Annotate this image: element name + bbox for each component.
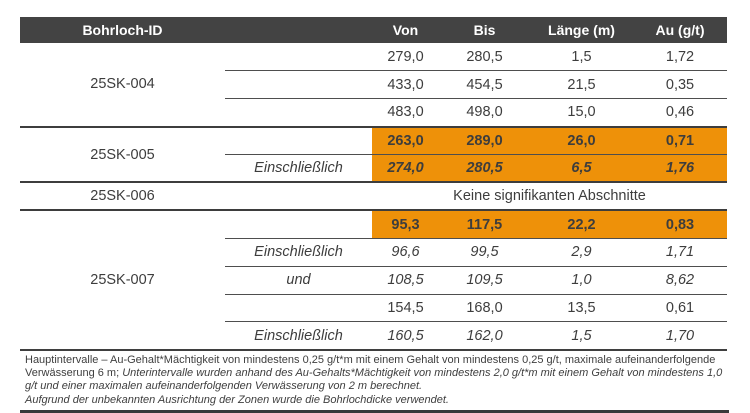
col-header-bis: Bis [439, 17, 530, 43]
bis-cell: 289,0 [439, 127, 530, 155]
von-cell: 433,0 [372, 71, 439, 99]
laenge-cell: 1,0 [530, 266, 633, 294]
au-cell: 0,35 [633, 71, 727, 99]
laenge-cell: 1,5 [571, 48, 592, 65]
bis-cell: 498,0 [439, 99, 530, 127]
footnote [20, 354, 732, 407]
table-row [20, 43, 727, 71]
qualifier-cell: und [225, 266, 372, 294]
table-row [20, 210, 727, 238]
drillhole-id-cell: 25SK-006 [20, 182, 225, 210]
au-cell: 1,71 [633, 238, 727, 266]
table-row [20, 127, 727, 155]
header-row [20, 17, 727, 43]
au-cell: 0,46 [633, 99, 727, 127]
col-header-qualifier [225, 17, 372, 43]
footnote-regular-text: Hauptintervalle – Au-Gehalt*Mächtigkeit von mindestens 0,25 g/t*m mit einem Gehalt von mindestens 0,25 g/t, maximale aufeinanderfolgende Verwässerung 6 m; [25, 353, 716, 380]
au-cell: 1,70 [633, 322, 727, 350]
von-cell: 274,0 [372, 155, 439, 183]
drill-results-table [20, 17, 727, 351]
laenge-cell: 13,5 [530, 294, 633, 322]
von-cell: 154,5 [372, 294, 439, 322]
bis-cell: 454,5 [439, 71, 530, 99]
qualifier-cell [225, 294, 372, 322]
au-cell: 0,83 [633, 210, 727, 238]
table-row [20, 182, 727, 210]
footnote-italic-text: Unterintervalle wurden anhand des Au-Gehalts*Mächtigkeit von mindestens 2,0 g/t*m mit einem Gehalt von mindestens 1,0 g/t und einer maximalen aufeinanderfolgenden Verwässerung von 2 m berechnet. [25, 367, 723, 393]
no-intervals-note-cell: Keine signifikanten Abschnitte [372, 182, 727, 210]
col-header-au: Au (g/t) [633, 17, 727, 43]
laenge-cell: 6,5 [530, 155, 633, 183]
laenge-cell: 15,0 [530, 99, 633, 127]
bis-cell: 280,5 [466, 48, 503, 65]
qualifier-cell [225, 182, 372, 210]
bis-cell: 280,5 [439, 155, 530, 183]
col-header-laenge: Länge (m) [530, 17, 633, 43]
qualifier-cell: Einschließlich [225, 155, 372, 183]
qualifier-cell [225, 43, 372, 71]
von-cell: 96,6 [372, 238, 439, 266]
qualifier-cell: Einschließlich [225, 238, 372, 266]
bis-cell: 117,5 [439, 210, 530, 238]
von-cell: 160,5 [372, 322, 439, 350]
drillhole-id-cell: 25SK-004 [90, 76, 155, 93]
au-cell: 0,71 [633, 127, 727, 155]
bis-cell: 168,0 [439, 294, 530, 322]
laenge-cell: 21,5 [530, 71, 633, 99]
von-cell: 95,3 [372, 210, 439, 238]
von-cell: 279,0 [387, 48, 424, 65]
au-cell: 8,62 [633, 266, 727, 294]
bis-cell: 109,5 [439, 266, 530, 294]
col-header-bohrloch-id: Bohrloch-ID [20, 17, 225, 43]
laenge-cell: 26,0 [530, 127, 633, 155]
laenge-cell: 2,9 [530, 238, 633, 266]
qualifier-cell [225, 210, 372, 238]
qualifier-cell: Einschließlich [225, 322, 372, 350]
footnote-paragraph-1 [25, 354, 732, 394]
footnote-paragraph-2: Aufgrund der unbekannten Ausrichtung der Zonen wurde die Bohrlochdicke verwendet. [25, 393, 449, 406]
von-cell: 263,0 [372, 127, 439, 155]
bis-cell: 99,5 [439, 238, 530, 266]
bis-cell: 162,0 [439, 322, 530, 350]
qualifier-cell [225, 99, 372, 127]
laenge-cell: 1,5 [530, 322, 633, 350]
von-cell: 483,0 [372, 99, 439, 127]
col-header-von: Von [372, 17, 439, 43]
drillhole-id-cell: 25SK-005 [20, 127, 225, 183]
laenge-cell: 22,2 [530, 210, 633, 238]
au-cell: 0,61 [633, 294, 727, 322]
qualifier-cell [225, 127, 372, 155]
von-cell: 108,5 [372, 266, 439, 294]
qualifier-cell [225, 71, 372, 99]
au-cell: 1,72 [665, 48, 695, 65]
drillhole-id-cell: 25SK-007 [20, 210, 225, 349]
au-cell: 1,76 [633, 155, 727, 183]
